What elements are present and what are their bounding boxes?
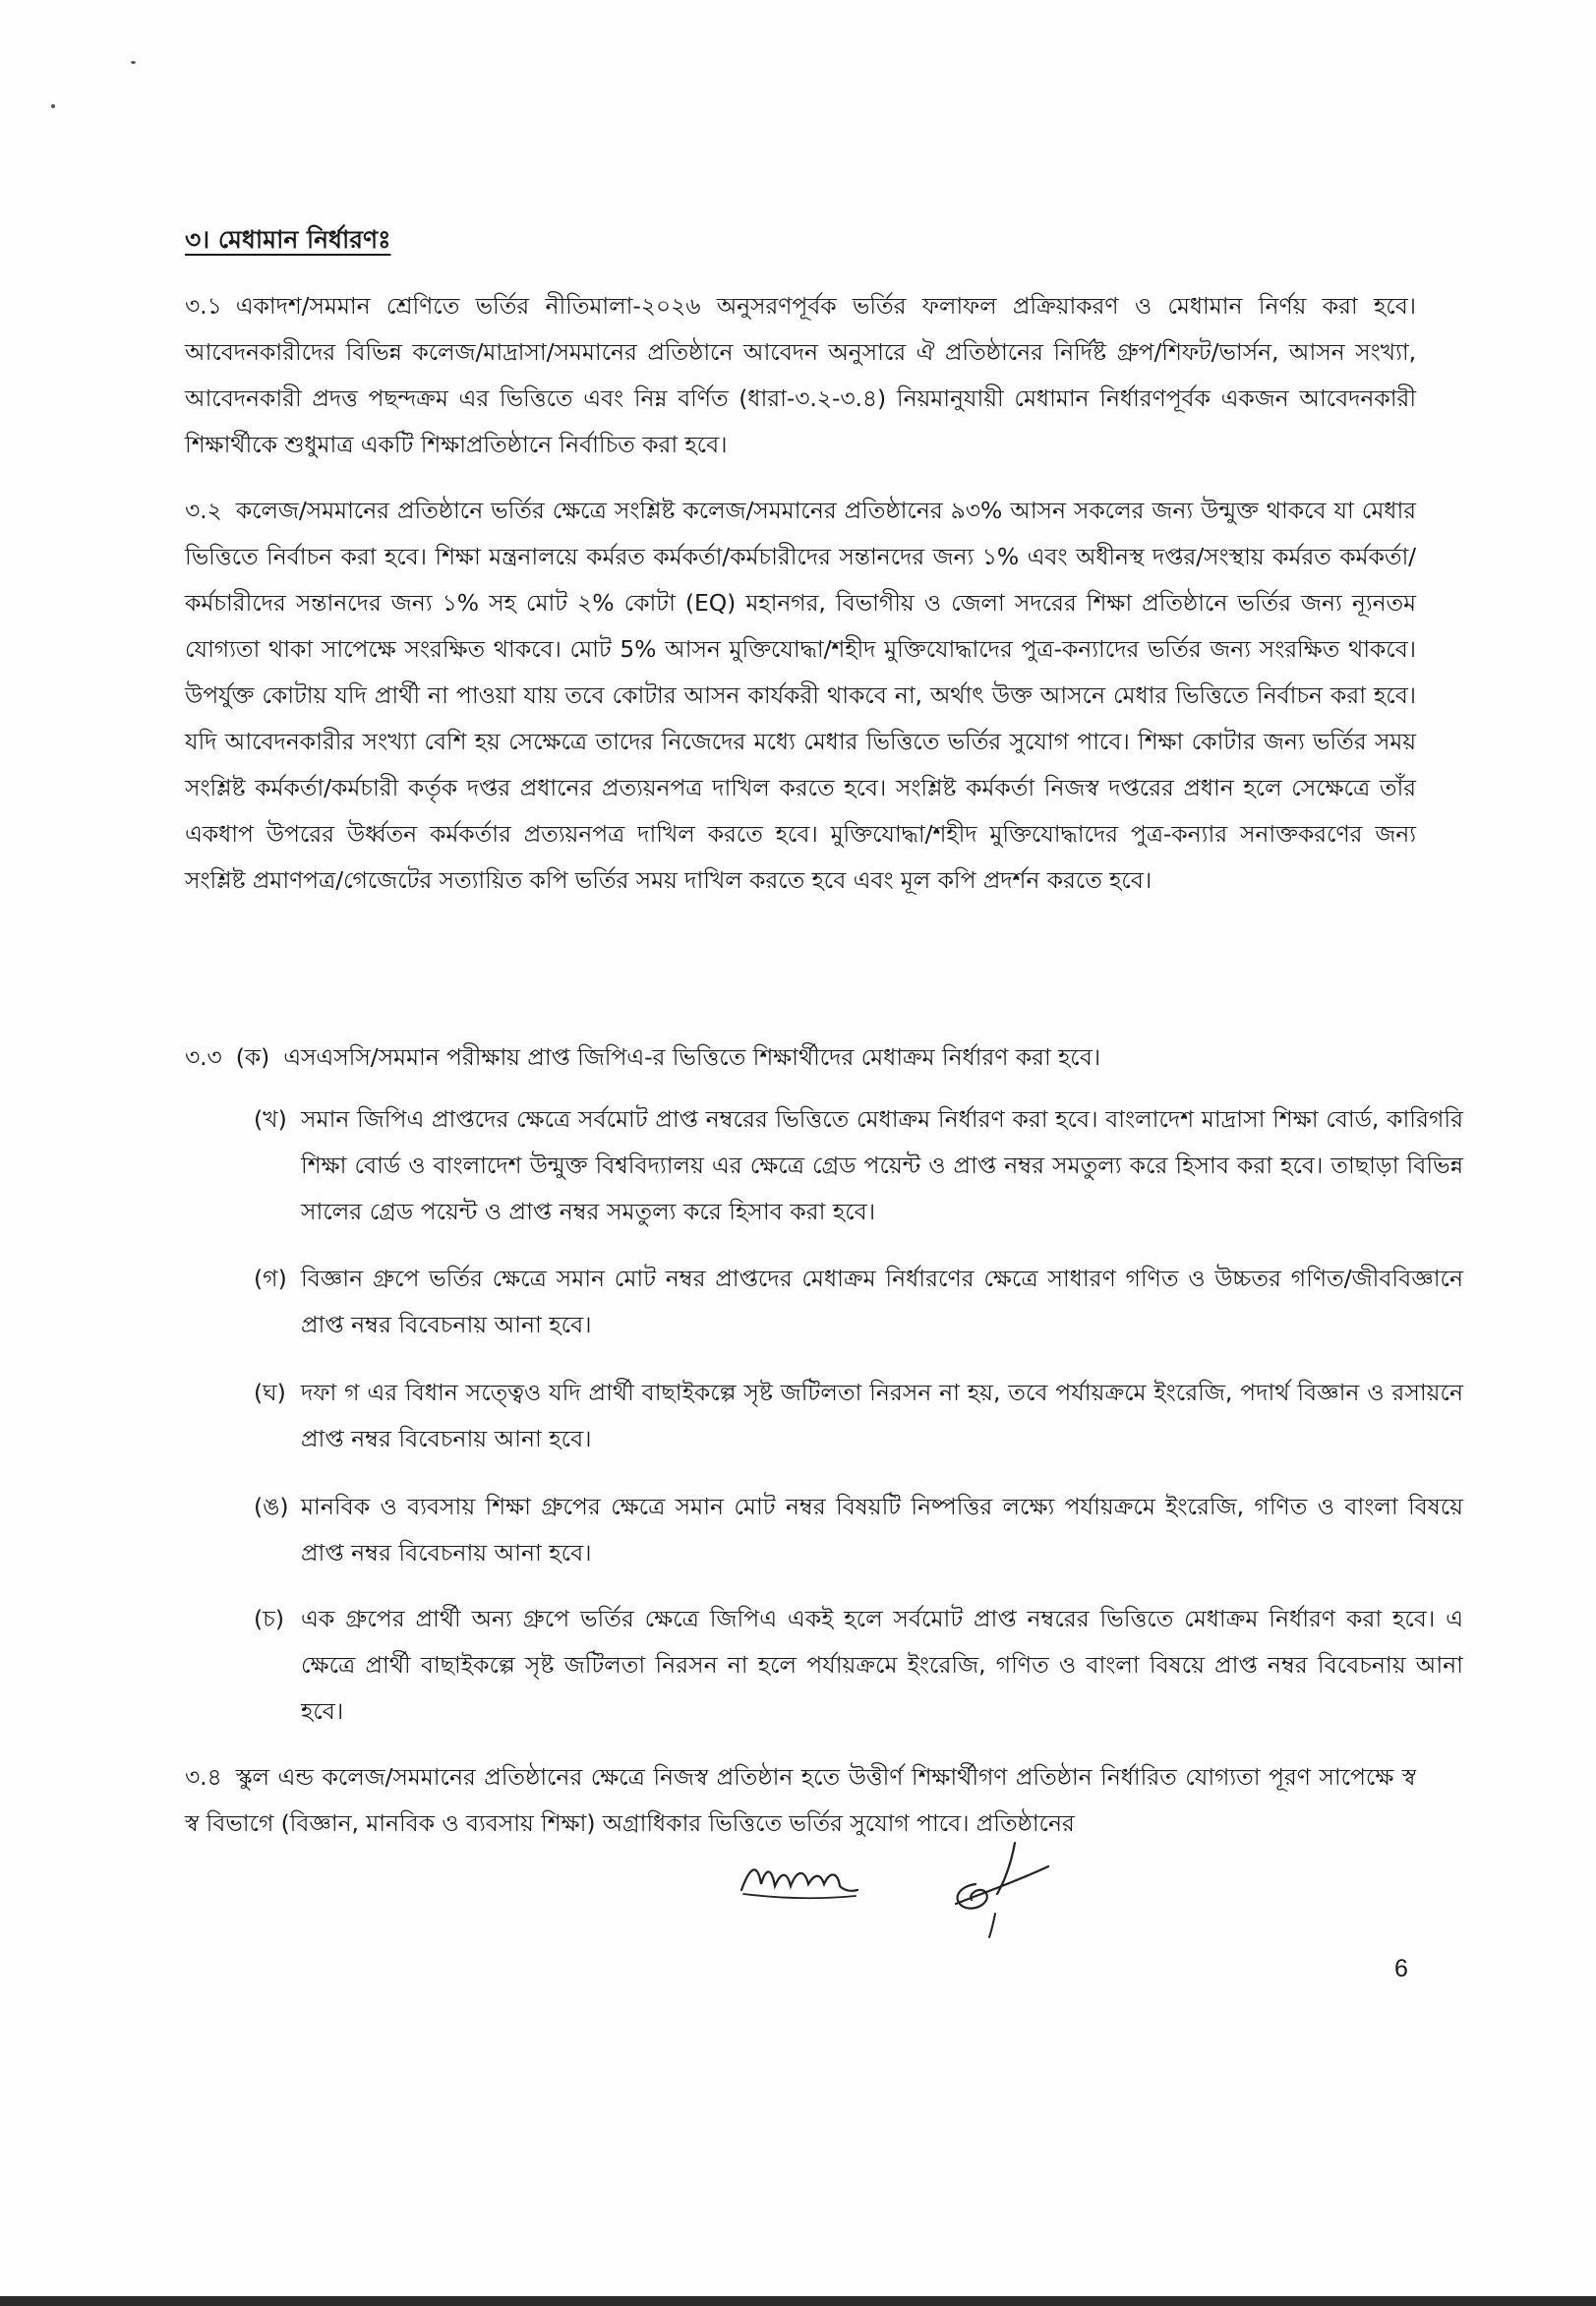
- subclause-gha: [254, 1370, 1463, 1462]
- paragraph-3-4: [185, 1754, 1416, 1847]
- paragraph-text: একাদশ/সমমান শ্রেণিতে ভর্তির নীতিমালা-২০২৬ অনুসরণপূর্বক ভর্তির ফলাফল প্রক্রিয়াকরণ ও মেধামান নির্ণয় করা হবে। আবেদনকারীদের বিভিন্ন কলেজ/মাদ্রাসা/সমমানের প্রতিষ্ঠানে আবেদন অনুসারে ঐ প্রতিষ্ঠানের নির্দিষ্ট গ্রুপ/শিফট/ভার্সন, আসন সংখ্যা, আবেদনকারী প্রদত্ত পছন্দক্রম এর ভিত্তিতে এবং নিম্ন বর্ণিত (ধারা-৩.২-৩.৪) নিয়মানুযায়ী মেধামান নির্ধারণপূর্বক একজন আবেদনকারী শিক্ষার্থীকে শুধুমাত্র একটি শিক্ষাপ্রতিষ্ঠানে নির্বাচিত করা হবে।: [185, 292, 1416, 458]
- subclause-mark: (গ): [254, 1265, 287, 1292]
- subclause-umo: [254, 1484, 1463, 1576]
- subclause-kha: [254, 1096, 1463, 1235]
- subclause-mark: (ঙ): [254, 1493, 289, 1520]
- subclause-text: বিজ্ঞান গ্রুপে ভর্তির ক্ষেত্রে সমান মোট নম্বর প্রাপ্তদের মেধাক্রম নির্ধারণের ক্ষেত্রে সাধারণ গণিত ও উচ্চতর গণিত/জীববিজ্ঞানে প্রাপ্ত নম্বর বিবেচনায় আনা হবে।: [301, 1265, 1463, 1338]
- scan-speck: [131, 61, 136, 64]
- paragraph-3-1: [185, 283, 1416, 468]
- section-heading: ৩। মেধামান নির্ধারণঃ: [185, 225, 391, 254]
- page-number: 6: [1394, 1955, 1408, 1982]
- paragraph-number: ৩.১: [185, 292, 222, 320]
- paragraph-text: স্কুল এন্ড কলেজ/সমমানের প্রতিষ্ঠানের ক্ষেত্রে নিজস্ব প্রতিষ্ঠান হতে উত্তীর্ণ শিক্ষার্থীগণ প্রতিষ্ঠান নির্ধারিত যোগ্যতা পূরণ সাপেক্ষে স্ব স্ব বিভাগে (বিজ্ঞান, মানবিক ও ব্যবসায় শিক্ষা) অগ্রাধিকার ভিত্তিতে ভর্তির সুযোগ পাবে। প্রতিষ্ঠানের: [185, 1763, 1416, 1837]
- subclause-text: মানবিক ও ব্যবসায় শিক্ষা গ্রুপের ক্ষেত্রে সমান মোট নম্বর বিষয়টি নিষ্পত্তির লক্ষ্যে পর্যায়ক্রমে ইংরেজি, গণিত ও বাংলা বিষয়ে প্রাপ্ত নম্বর বিবেচনায় আনা হবে।: [301, 1493, 1463, 1567]
- paragraph-text: কলেজ/সমমানের প্রতিষ্ঠানে ভর্তির ক্ষেত্রে সংশ্লিষ্ট কলেজ/সমমানের প্রতিষ্ঠানের ৯৩% আসন সকলের জন্য উন্মুক্ত থাকবে যা মেধার ভিত্তিতে নির্বাচন করা হবে। শিক্ষা মন্ত্রনালয়ে কর্মরত কর্মকর্তা/কর্মচারীদের সন্তানদের জন্য ১% এবং অধীনস্থ দপ্তর/সংস্থায় কর্মরত কর্মকর্তা/কর্মচারীদের সন্তানদের জন্য ১% সহ মোট ২% কোটা (EQ) মহানগর, বিভাগীয় ও জেলা সদরের শিক্ষা প্রতিষ্ঠানে ভর্তির জন্য ন্যূনতম যোগ্যতা থাকা সাপেক্ষে সংরক্ষিত থাকবে। মোট 5% আসন মুক্তিযোদ্ধা/শহীদ মুক্তিযোদ্ধাদের পুত্র-কন্যাদের ভর্তির জন্য সংরক্ষিত থাকবে। উপর্যুক্ত কোটায় যদি প্রার্থী না পাওয়া যায় তবে কোটার আসন কার্যকরী থাকবে না, অর্থাৎ উক্ত আসনে মেধার ভিত্তিতে নির্বাচন করা হবে। যদি আবেদনকারীর সংখ্যা বেশি হয় সেক্ষেত্রে তাদের নিজেদের মধ্যে মেধার ভিত্তিতে ভর্তির সুযোগ পাবে। শিক্ষা কোটার জন্য ভর্তির সময় সংশ্লিষ্ট কর্মকর্তা/কর্মচারী কর্তৃক দপ্তর প্রধানের প্রত্যয়নপত্র দাখিল করতে হবে। সংশ্লিষ্ট কর্মকর্তা নিজস্ব দপ্তরের প্রধান হলে সেক্ষেত্রে তাঁর একধাপ উপরের উর্ধ্বতন কর্মকর্তার প্রত্যয়নপত্র দাখিল করতে হবে। মুক্তিযোদ্ধা/শহীদ মুক্তিযোদ্ধাদের পুত্র-কন্যার সনাক্তকরণের জন্য সংশ্লিষ্ট প্রমাণপত্র/গেজেটের সত্যায়িত কপি ভর্তির সময় দাখিল করতে হবে এবং মূল কপি প্রদর্শন করতে হবে।: [185, 497, 1416, 894]
- paragraph-3-3: [185, 1035, 1416, 1081]
- scan-speck: [51, 104, 55, 108]
- subclause-mark: (ঘ): [254, 1379, 286, 1406]
- subclause-mark: (চ): [254, 1605, 285, 1632]
- paragraph-number: ৩.৪: [185, 1763, 222, 1791]
- paragraph-number: ৩.২: [185, 497, 222, 524]
- subclause-text: এক গ্রুপের প্রার্থী অন্য গ্রুপে ভর্তির ক্ষেত্রে জিপিএ একই হলে সর্বমোট প্রাপ্ত নম্বরের ভিত্তিতে মেধাক্রম নির্ধারণ করা হবে। এ ক্ষেত্রে প্রার্থী বাছাইকল্পে সৃষ্ট জটিলতা নিরসন না হলে পর্যায়ক্রমে ইংরেজি, গণিত ও বাংলা বিষয়ে প্রাপ্ত নম্বর বিবেচনায় আনা হবে।: [301, 1605, 1463, 1725]
- subclause-text: দফা গ এর বিধান সত্ত্বেও যদি প্রার্থী বাছাইকল্পে সৃষ্ট জটিলতা নিরসন না হয়, তবে পর্যায়ক্রমে ইংরেজি, পদার্থ বিজ্ঞান ও রসায়নে প্রাপ্ত নম্বর বিবেচনায় আনা হবে।: [301, 1379, 1463, 1452]
- signature-2: [946, 1835, 1056, 1943]
- paragraph-text: এসএসসি/সমমান পরীক্ষায় প্রাপ্ত জিপিএ-র ভিত্তিতে শিক্ষার্থীদের মেধাক্রম নির্ধারণ করা হবে।: [283, 1043, 1101, 1071]
- paragraph-number: ৩.৩: [185, 1043, 222, 1071]
- subclause-ga: [254, 1256, 1463, 1348]
- subclause-mark: (খ): [254, 1105, 287, 1133]
- subclause-mark: (ক): [235, 1043, 270, 1071]
- signature-1: [736, 1851, 863, 1906]
- paragraph-3-2: [185, 488, 1416, 904]
- scan-bottom-edge: [0, 2296, 1596, 2306]
- subclause-cha: [254, 1596, 1463, 1735]
- subclause-text: সমান জিপিএ প্রাপ্তদের ক্ষেত্রে সর্বমোট প্রাপ্ত নম্বরের ভিত্তিতে মেধাক্রম নির্ধারণ করা হবে। বাংলাদেশ মাদ্রাসা শিক্ষা বোর্ড, কারিগরি শিক্ষা বোর্ড ও বাংলাদেশ উন্মুক্ত বিশ্ববিদ্যালয় এর ক্ষেত্রে গ্রেড পয়েন্ট ও প্রাপ্ত নম্বর সমতুল্য করে হিসাব করা হবে। তাছাড়া বিভিন্ন সালের গ্রেড পয়েন্ট ও প্রাপ্ত নম্বর সমতুল্য করে হিসাব করা হবে।: [301, 1105, 1463, 1225]
